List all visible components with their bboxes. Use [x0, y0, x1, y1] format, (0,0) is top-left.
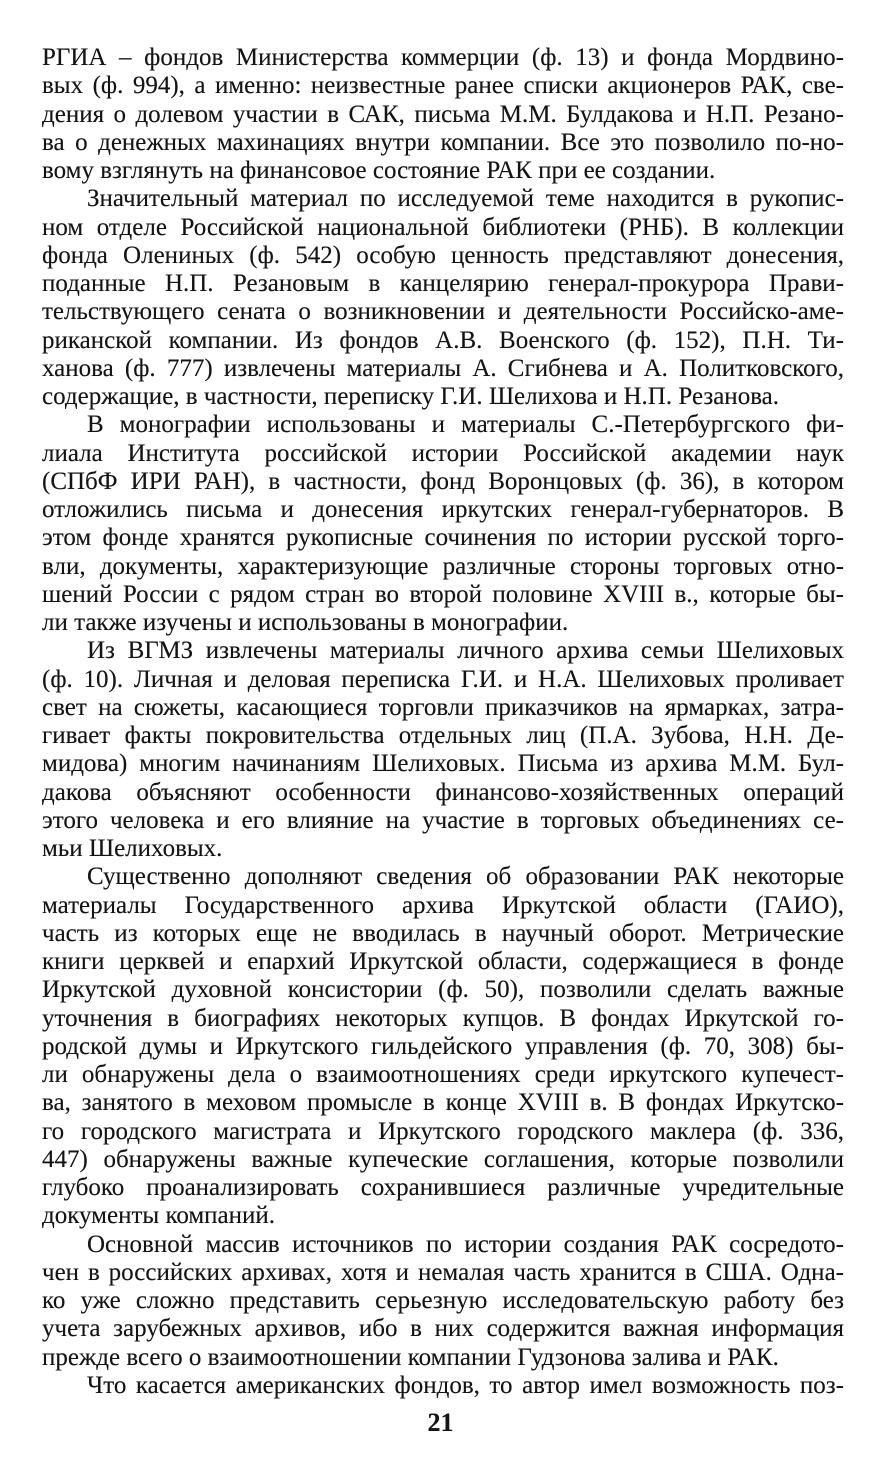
paragraph	[42, 637, 844, 863]
page-text-block	[42, 44, 844, 1400]
text-line: РГИА – фондов Министерства коммерции (ф. 13) и фонда Мордвино-	[42, 44, 844, 71]
text-line: ли также изучены и использованы в монографии.	[42, 609, 569, 636]
text-line: лиала Института российской истории Российской академии наук	[42, 439, 844, 467]
text-line: часть из которых еще не вводилась в научный оборот. Метрические	[42, 919, 844, 947]
text-line: этого человека и его влияние на участие в торговых объединениях се-	[42, 806, 844, 834]
text-line: ли обнаружены дела о взаимоотношениях среди иркутского купечест-	[42, 1061, 844, 1088]
text-line: чен в российских архивах, хотя и немалая часть хранится в США. Одна-	[42, 1258, 844, 1286]
text-line: тельствующего сената о возникновении и деятельности Российско-аме-	[42, 298, 844, 326]
text-line: уточнения в биографиях некоторых купцов. В фондах Иркутской го-	[42, 1004, 844, 1032]
text-line: прежде всего о взаимоотношении компании Гудзонова залива и РАК.	[42, 1343, 779, 1371]
text-line: Из ВГМЗ извлечены материалы личного архива семьи Шелиховых	[87, 637, 844, 665]
text-line: учета зарубежных архивов, ибо в них содержится важная информация	[42, 1315, 844, 1343]
text-line: ва о денежных махинациях внутри компании. Все это позволило по-но-	[42, 128, 844, 156]
text-line: поданные Н.П. Резановым в канцелярию генерал-прокурора Прави-	[42, 270, 844, 297]
paragraph	[42, 44, 844, 185]
text-line: ко уже сложно представить серьезную исследовательскую работу без	[42, 1287, 844, 1314]
text-line: Основной массив источников по истории создания РАК сосредото-	[87, 1230, 844, 1258]
text-line: ном отделе Российской национальной библиотеки (РНБ). В коллекции	[42, 213, 844, 241]
text-line: документы компаний.	[42, 1202, 276, 1230]
text-line: Значительный материал по исследуемой теме находится в рукопис-	[87, 185, 844, 213]
text-line: материалы Государственного архива Иркутской области (ГАИО),	[42, 891, 844, 919]
text-line: 447) обнаружены важные купеческие соглашения, которые позволили	[42, 1145, 844, 1173]
text-line: Существенно дополняют сведения об образовании РАК некоторые	[87, 863, 844, 891]
text-line: мьи Шелиховых.	[42, 835, 223, 862]
text-line: (СПбФ ИРИ РАН), в частности, фонд Воронцовых (ф. 36), в котором	[42, 467, 844, 495]
paragraph	[42, 1372, 844, 1400]
text-line: свет на сюжеты, касающиеся торговли приказчиков на ярмарках, затра-	[42, 693, 844, 721]
text-line: В монографии использованы и материалы С.-Петербургского фи-	[87, 411, 844, 439]
text-line: глубоко проанализировать сохранившиеся различные учредительные	[42, 1174, 844, 1201]
text-line: Иркутской духовной консистории (ф. 50), позволили сделать важные	[42, 976, 844, 1004]
text-line: шений России с рядом стран во второй половине XVIII в., которые бы-	[42, 580, 844, 608]
paragraph	[42, 185, 844, 411]
paragraph	[42, 863, 844, 1230]
text-line: Что касается американских фондов, то автор имел возможность поз-	[87, 1371, 844, 1399]
text-line: родской думы и Иркутского гильдейского управления (ф. 70, 308) бы-	[42, 1032, 844, 1060]
paragraph	[42, 411, 844, 637]
text-line: го городского магистрата и Иркутского городского маклера (ф. 336,	[42, 1117, 844, 1145]
paragraph	[42, 1231, 844, 1372]
text-line: отложились письма и донесения иркутских генерал-губернаторов. В	[42, 496, 844, 523]
text-line: дения о долевом участии в САК, письма М.М. Булдакова и Н.П. Резано-	[42, 100, 844, 128]
text-line: дакова объясняют особенности финансово-хозяйственных операций	[42, 778, 844, 806]
text-line: (ф. 10). Личная и деловая переписка Г.И. и Н.А. Шелиховых проливает	[42, 665, 844, 693]
page-number: 21	[427, 1408, 454, 1437]
text-line: книги церквей и епархий Иркутской области, содержащиеся в фонде	[42, 948, 844, 975]
text-line: фонда Олениных (ф. 542) особую ценность представляют донесения,	[42, 241, 844, 269]
text-line: вли, документы, характеризующие различные стороны торговых отно-	[42, 552, 844, 580]
text-line: этом фонде хранятся рукописные сочинения по истории русской торго-	[42, 524, 844, 552]
text-line: содержащие, в частности, переписку Г.И. Шелихова и Н.П. Резанова.	[42, 383, 780, 410]
text-line: гивает факты покровительства отдельных лиц (П.А. Зубова, Н.Н. Де-	[42, 722, 844, 749]
text-line: риканской компании. Из фондов А.В. Военского (ф. 152), П.Н. Ти-	[42, 326, 844, 354]
text-line: ва, занятого в меховом промысле в конце XVIII в. В фондах Иркутско-	[42, 1089, 844, 1117]
text-line: вому взглянуть на финансовое состояние РАК при ее создании.	[42, 157, 716, 184]
text-line: ханова (ф. 777) извлечены материалы А. Сгибнева и А. Политковского,	[42, 354, 844, 382]
text-line: мидова) многим начинаниям Шелиховых. Письма из архива М.М. Бул-	[42, 750, 844, 778]
text-line: вых (ф. 994), а именно: неизвестные ранее списки акционеров РАК, све-	[42, 72, 844, 100]
